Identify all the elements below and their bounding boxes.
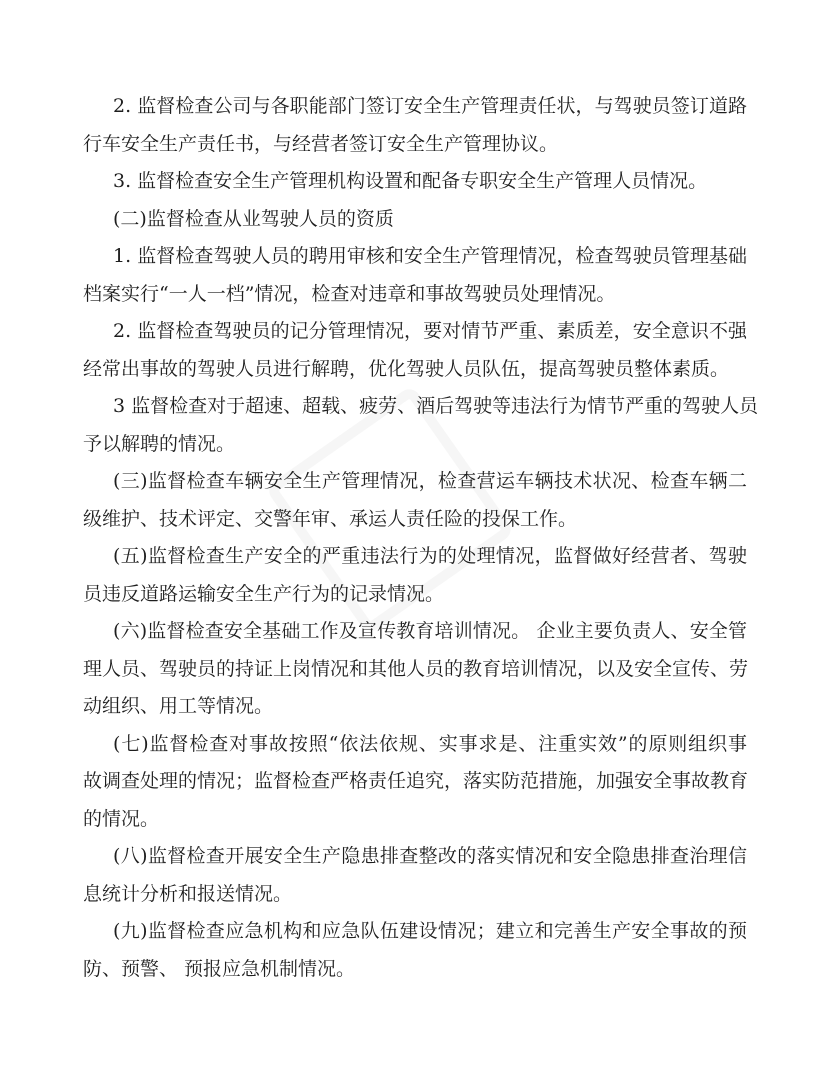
paragraph-line: 息统计分析和报送情况。 bbox=[83, 882, 293, 905]
paragraph bbox=[83, 88, 747, 163]
paragraph-line: 的情况。 bbox=[83, 807, 160, 830]
paragraph-line: (八)监督检查开展安全生产隐患排查整改的落实情况和安全隐患排查治理信 bbox=[113, 845, 747, 867]
paragraph-line: (六)监督检查安全基础工作及宣传教育培训情况。 企业主要负责人、安全管 bbox=[113, 620, 747, 642]
paragraph bbox=[83, 201, 747, 239]
paragraph bbox=[83, 463, 747, 538]
paragraph bbox=[83, 538, 747, 613]
paragraph-line: 动组织、用工等情况。 bbox=[83, 695, 274, 717]
paragraph bbox=[83, 313, 747, 388]
paragraph-line: 防、预警、 预报应急机制情况。 bbox=[83, 957, 356, 980]
paragraph bbox=[83, 163, 747, 201]
paragraph-line: 2. 监督检查驾驶员的记分管理情况，要对情节严重、素质差，安全意识不强 bbox=[113, 320, 747, 342]
paragraph-line: 故调查处理的情况；监督检查严格责任追究，落实防范措施，加强安全事故教育 bbox=[83, 770, 749, 792]
paragraph-line: 级维护、技术评定、交警年审、承运人责任险的投保工作。 bbox=[83, 507, 578, 530]
paragraph bbox=[83, 913, 747, 988]
paragraph-line: 理人员、驾驶员的持证上岗情况和其他人员的教育培训情况，以及安全宣传、劳 bbox=[83, 657, 749, 680]
paragraph-line: (三)监督检查车辆安全生产管理情况，检查营运车辆技术状况、检查车辆二 bbox=[113, 470, 747, 492]
paragraph bbox=[83, 388, 759, 463]
paragraph bbox=[83, 238, 747, 313]
paragraph-line: 2. 监督检查公司与各职能部门签订安全生产管理责任状，与驾驶员签订道路 bbox=[113, 95, 747, 117]
paragraph bbox=[83, 726, 747, 839]
paragraph-line: 3. 监督检查安全生产管理机构设置和配备专职安全生产管理人员情况。 bbox=[113, 170, 708, 192]
paragraph bbox=[83, 838, 747, 913]
paragraph-line: 1. 监督检查驾驶人员的聘用审核和安全生产管理情况，检查驾驶员管理基础 bbox=[113, 245, 747, 267]
paragraph-line: (二)监督检查从业驾驶人员的资质 bbox=[113, 207, 394, 230]
paragraph-line: (七)监督检查对事故按照“依法依规、实事求是、注重实效”的原则组织事 bbox=[113, 732, 747, 755]
paragraph-line: (五)监督检查生产安全的严重违法行为的处理情况，监督做好经营者、驾驶 bbox=[113, 545, 747, 567]
paragraph-line: 3 监督检查对于超速、超载、疲劳、酒后驾驶等违法行为情节严重的驾驶人员 bbox=[113, 395, 759, 417]
paragraph bbox=[83, 613, 747, 726]
paragraph-line: 经常出事故的驾驶人员进行解聘，优化驾驶人员队伍，提高驾驶员整体素质。 bbox=[83, 357, 730, 380]
paragraph-line: 员违反道路运输安全生产行为的记录情况。 bbox=[83, 582, 445, 605]
paragraph-line: 档案实行“一人一档”情况，检查对违章和事故驾驶员处理情况。 bbox=[83, 282, 616, 305]
paragraph-line: 行车安全生产责任书，与经营者签订安全生产管理协议。 bbox=[83, 132, 559, 155]
paragraph-line: 予以解聘的情况。 bbox=[83, 432, 236, 455]
document-page bbox=[83, 88, 759, 988]
paragraph-line: (九)监督检查应急机构和应急队伍建设情况；建立和完善生产安全事故的预 bbox=[113, 920, 747, 942]
